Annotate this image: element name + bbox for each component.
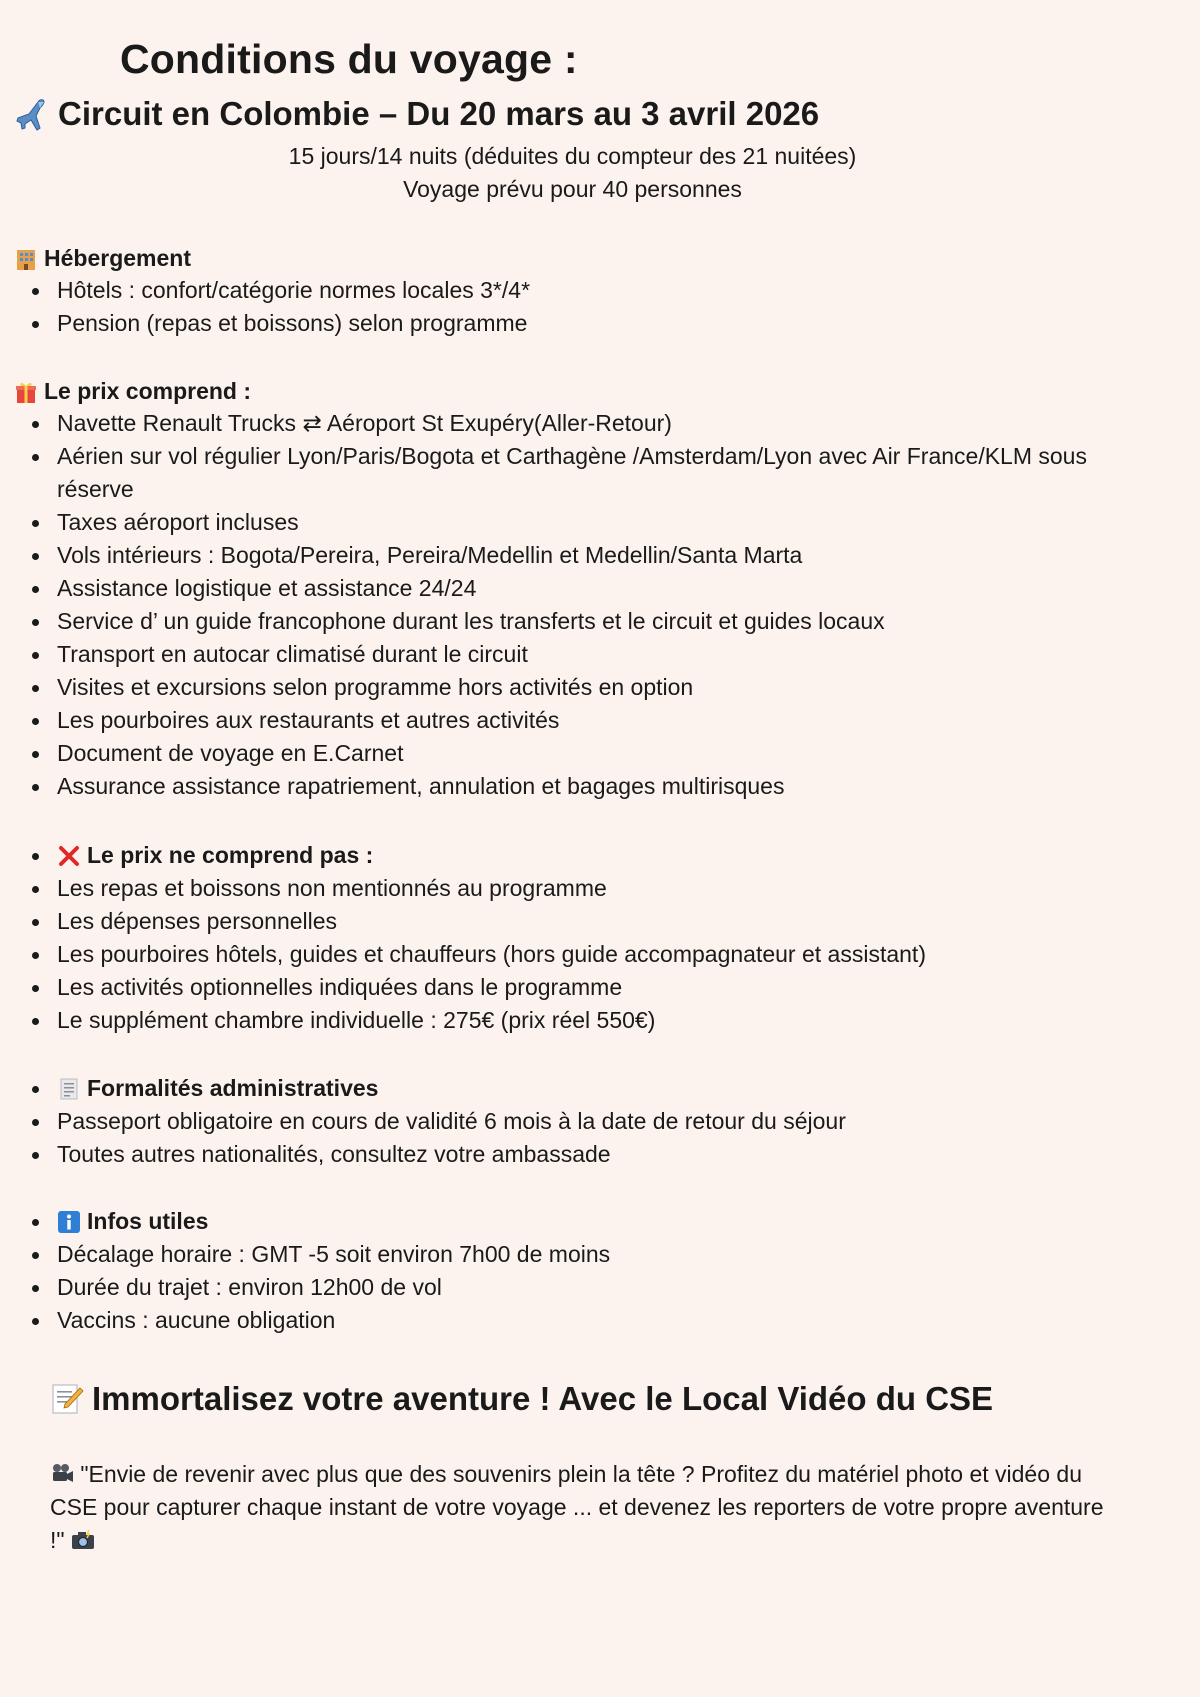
- infos-heading-text: Infos utiles: [87, 1208, 209, 1234]
- memo-icon: [50, 1382, 84, 1416]
- subtitle-text: Circuit en Colombie – Du 20 mars au 3 avril 2026: [58, 95, 820, 132]
- list-item: Transport en autocar climatisé durant le circuit: [0, 638, 1160, 671]
- formalites-heading-text: Formalités administratives: [87, 1075, 379, 1101]
- list-item: Visites et excursions selon programme hors activités en option: [0, 671, 1160, 704]
- hebergement-heading-text: Hébergement: [44, 245, 191, 271]
- list-item: Les dépenses personnelles: [0, 905, 1160, 938]
- document-icon: [57, 1077, 81, 1101]
- video-heading: [50, 1380, 993, 1418]
- hebergement-list: [0, 274, 1160, 340]
- infos-list: [0, 1205, 1160, 1337]
- hebergement-heading: [14, 245, 191, 272]
- list-item: Pension (repas et boissons) selon programme: [0, 307, 1160, 340]
- list-item: Décalage horaire : GMT -5 soit environ 7h00 de moins: [0, 1238, 1160, 1271]
- list-item: Taxes aéroport incluses: [0, 506, 1160, 539]
- list-item: Les pourboires hôtels, guides et chauffeurs (hors guide accompagnateur et assistant): [0, 938, 1160, 971]
- page-title: Conditions du voyage :: [120, 36, 578, 82]
- comprend-heading: [14, 378, 251, 405]
- video-quote: [50, 1458, 1110, 1557]
- list-item: Vaccins : aucune obligation: [0, 1304, 1160, 1337]
- list-item: Vols intérieurs : Bogota/Pereira, Pereira/Medellin et Medellin/Santa Marta: [0, 539, 1160, 572]
- info-icon: [57, 1210, 81, 1234]
- comprend-heading-text: Le prix comprend :: [44, 378, 252, 404]
- list-item: Assurance assistance rapatriement, annulation et bagages multirisques: [0, 770, 1160, 803]
- list-item: Service d’ un guide francophone durant les transferts et le circuit et guides locaux: [0, 605, 1160, 638]
- infos-heading: [0, 1205, 1160, 1238]
- ne-comprend-pas-heading-text: Le prix ne comprend pas :: [87, 842, 374, 868]
- airplane-icon: [14, 96, 50, 132]
- movie-camera-icon: [50, 1463, 74, 1485]
- hotel-icon: [14, 247, 38, 271]
- list-item: Les pourboires aux restaurants et autres activités: [0, 704, 1160, 737]
- list-item: Durée du trajet : environ 12h00 de vol: [0, 1271, 1160, 1304]
- ne-comprend-pas-list: [0, 839, 1160, 1037]
- video-heading-text: Immortalisez votre aventure ! Avec le Local Vidéo du CSE: [92, 1380, 994, 1417]
- list-item: Les activités optionnelles indiquées dans le programme: [0, 971, 1160, 1004]
- gift-icon: [14, 380, 38, 404]
- list-item: Aérien sur vol régulier Lyon/Paris/Bogota et Carthagène /Amsterdam/Lyon avec Air France/KLM sous réserve: [0, 440, 1160, 506]
- video-quote-text: "Envie de revenir avec plus que des souvenirs plein la tête ? Profitez du matériel photo et vidéo du CSE pour capturer chaque instant de votre voyage ... et devenez les reporters de votre propre aventure !": [50, 1461, 1104, 1553]
- list-item: Assistance logistique et assistance 24/24: [0, 572, 1160, 605]
- comprend-list: [0, 407, 1160, 803]
- list-item: Passeport obligatoire en cours de validité 6 mois à la date de retour du séjour: [0, 1105, 1160, 1138]
- list-item: Document de voyage en E.Carnet: [0, 737, 1160, 770]
- formalites-heading: [0, 1072, 1160, 1105]
- cross-mark-icon: [57, 844, 81, 868]
- duration-text: 15 jours/14 nuits (déduites du compteur des 21 nuitées): [288, 143, 857, 169]
- list-item: Le supplément chambre individuelle : 275€ (prix réel 550€): [0, 1004, 1160, 1037]
- list-item: Navette Renault Trucks ⇄ Aéroport St Exupéry(Aller-Retour): [0, 407, 1160, 440]
- list-item: Les repas et boissons non mentionnés au programme: [0, 872, 1160, 905]
- trip-subtitle: [14, 95, 819, 133]
- camera-flash-icon: [71, 1529, 95, 1551]
- group-size-text: Voyage prévu pour 40 personnes: [403, 176, 742, 202]
- list-item: Toutes autres nationalités, consultez votre ambassade: [0, 1138, 1160, 1171]
- formalites-list: [0, 1072, 1160, 1171]
- ne-comprend-pas-heading: [0, 839, 1160, 872]
- list-item: Hôtels : confort/catégorie normes locales 3*/4*: [0, 274, 1160, 307]
